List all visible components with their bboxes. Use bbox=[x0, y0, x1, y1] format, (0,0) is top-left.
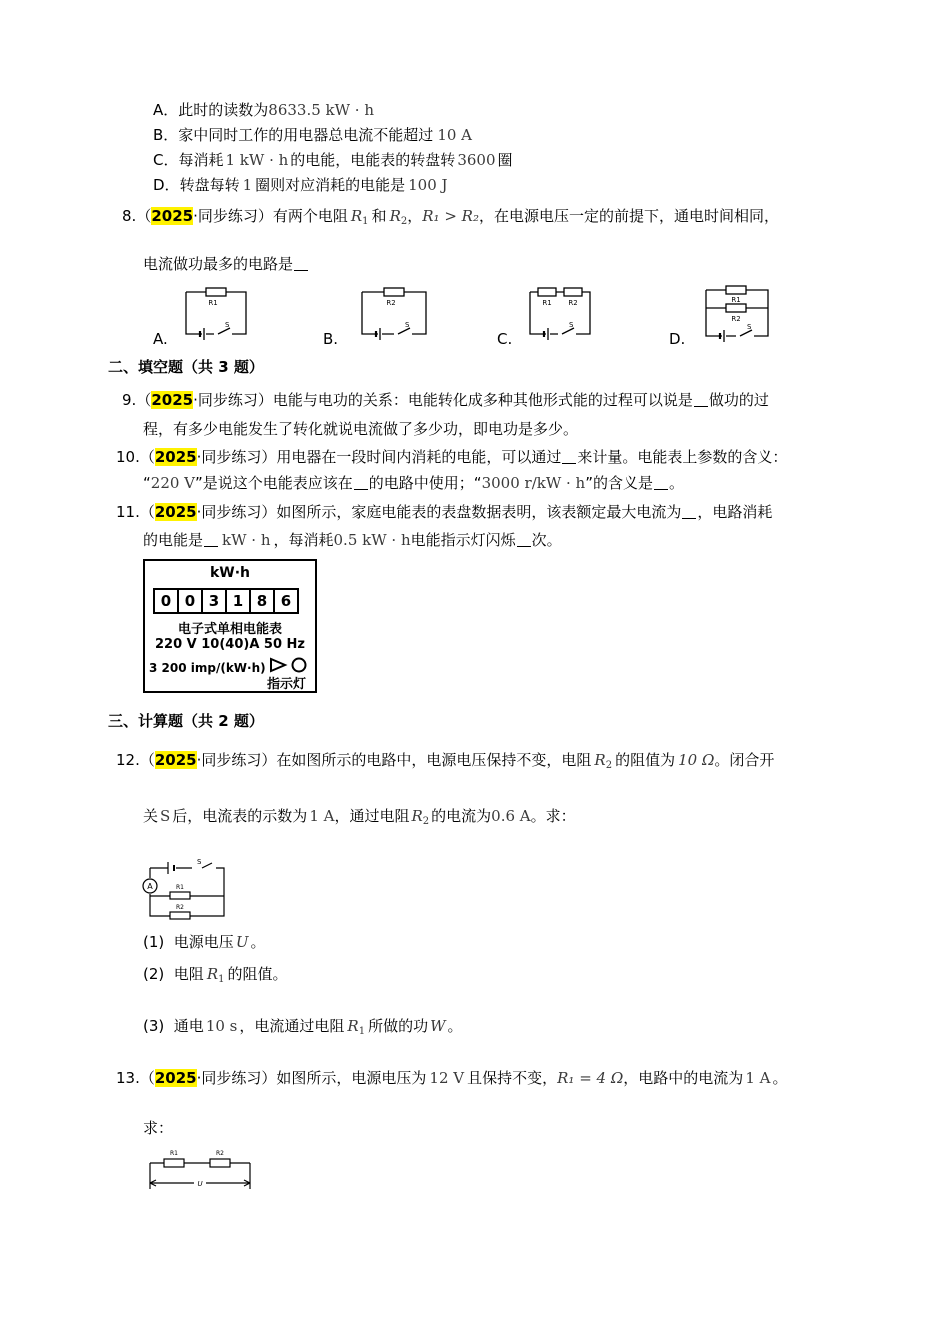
q9-line1: 9.（2025·同步练习）电能与电功的关系：电能转化成多种其他形式能的过程可以说是 做功的过 bbox=[122, 391, 769, 409]
meter-digit: 3 bbox=[201, 588, 227, 614]
svg-text:R2: R2 bbox=[216, 1150, 224, 1157]
meter-digit: 1 bbox=[225, 588, 251, 614]
svg-text:R2: R2 bbox=[568, 299, 578, 307]
svg-text:S: S bbox=[197, 858, 202, 866]
q7-option-d: D．转盘每转 1 圈则对应消耗的电能是 100 J bbox=[153, 176, 448, 194]
meter-digit: 0 bbox=[153, 588, 179, 614]
q12-sub1: (1) 电源电压 U 。 bbox=[143, 933, 266, 951]
q13-line2: 求： bbox=[143, 1119, 174, 1137]
q13-line1: 13.（2025·同步练习）如图所示，电源电压为 12 V 且保持不变，R₁ = 4 Ω，电路中的电流为 1 A 。 bbox=[116, 1069, 788, 1087]
svg-text:S: S bbox=[405, 321, 410, 329]
q8-option-d-label: D. bbox=[669, 330, 686, 348]
q9-line2: 程，有多少电能发生了转化就说电流做了多少功，即电功是多少。 bbox=[143, 420, 579, 438]
q8-line1: 8.（2025·同步练习）有两个电阻 $R_1$ 和 $R_2$，R₁ > R₂，在电源电压一定的前提下，通电时间相同， bbox=[122, 207, 779, 227]
q8-option-c-label: C. bbox=[497, 330, 513, 348]
q12-line2: 关 S 后，电流表的示数为 1 A，通过电阻 $R_2$ 的电流为0.6 A。求： bbox=[143, 807, 576, 827]
svg-text:U: U bbox=[197, 1180, 203, 1188]
q8-option-b-label: B. bbox=[323, 330, 339, 348]
svg-text:R2: R2 bbox=[176, 904, 184, 911]
circuit-diagram-q12 bbox=[140, 856, 230, 922]
q11-line1: 11.（2025·同步练习）如图所示，家庭电能表的表盘数据表明，该表额定最大电流为 ，电路消耗 bbox=[116, 503, 773, 521]
meter-name: 电子式单相电能表 bbox=[177, 622, 282, 637]
svg-text:R1: R1 bbox=[542, 299, 552, 307]
meter-digit: 6 bbox=[273, 588, 299, 614]
svg-text:R1: R1 bbox=[731, 296, 741, 304]
q8-option-a-label: A. bbox=[153, 330, 168, 348]
q12-sub2: (2) 电阻 $R_1$ 的阻值。 bbox=[143, 965, 288, 985]
q10-line2: “220 V”是说这个电能表应该在 的电路中使用；“3000 r/kW · h”的含义是 。 bbox=[143, 474, 685, 492]
q7-option-c: C．每消耗 1 kW · h 的电能，电能表的转盘转 3600 圈 bbox=[153, 151, 513, 169]
q8-line2: 电流做功最多的电路是 bbox=[143, 254, 309, 274]
meter-indicator-label: 指示灯 bbox=[267, 677, 307, 692]
meter-digit: 0 bbox=[177, 588, 203, 614]
meter-digits bbox=[153, 588, 297, 614]
meter-spec: 220 V 10(40)A 50 Hz bbox=[155, 637, 305, 652]
circuit-diagram-c bbox=[524, 286, 596, 342]
circuit-diagram-d bbox=[700, 284, 774, 344]
circuit-diagram-q13 bbox=[146, 1143, 254, 1193]
svg-text:A: A bbox=[147, 882, 153, 891]
svg-text:R1: R1 bbox=[208, 299, 218, 307]
svg-text:S: S bbox=[747, 323, 752, 331]
q10-line1: 10.（2025·同步练习）用电器在一段时间内消耗的电能，可以通过 来计量。电能表上参数的含义： bbox=[116, 448, 788, 466]
circuit-diagram-b bbox=[356, 286, 432, 342]
svg-text:R2: R2 bbox=[386, 299, 396, 307]
q11-line2: 的电能是 kW · h ，每消耗0.5 kW · h电能指示灯闪烁 次。 bbox=[143, 531, 562, 549]
svg-text:S: S bbox=[225, 321, 230, 329]
svg-text:R1: R1 bbox=[170, 1150, 178, 1157]
meter-digit: 8 bbox=[249, 588, 275, 614]
svg-text:S: S bbox=[569, 321, 574, 329]
q12-sub3: (3) 通电 10 s ，电流通过电阻 $R_1$ 所做的功 W 。 bbox=[143, 1017, 463, 1037]
meter-impulse: 3 200 imp/(kW·h) bbox=[149, 661, 266, 675]
svg-text:R2: R2 bbox=[731, 315, 741, 323]
q12-line1: 12.（2025·同步练习）在如图所示的电路中，电源电压保持不变，电阻 $R_2$ 的阻值为 10 Ω。闭合开 bbox=[116, 751, 775, 771]
indicator-lamp-icon bbox=[269, 657, 313, 673]
energy-meter-figure bbox=[143, 559, 317, 693]
section-title-fill-blank: 二、填空题（共 3 题） bbox=[108, 358, 264, 376]
svg-text:R1: R1 bbox=[176, 884, 184, 891]
q7-option-b: B．家中同时工作的用电器总电流不能超过 10 A bbox=[153, 126, 472, 144]
q7-option-a: A．此时的读数为8633.5 kW · h bbox=[153, 101, 375, 119]
section-title-calculation: 三、计算题（共 2 题） bbox=[108, 712, 264, 730]
meter-unit: kW·h bbox=[209, 565, 251, 581]
circuit-diagram-a bbox=[180, 286, 252, 342]
